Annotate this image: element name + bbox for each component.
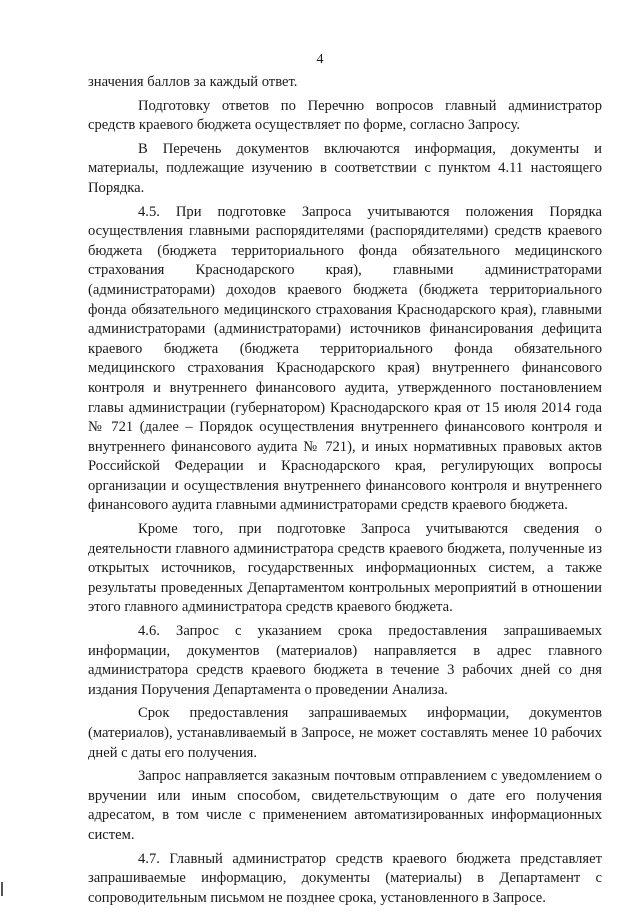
paragraph-answers-preparation: Подготовку ответов по Перечню вопросов главный администратор средств краевого бюджета осуществляет по форме, согласно Запросу.	[88, 97, 602, 134]
page-number: 4	[316, 52, 324, 67]
document-body	[88, 73, 602, 912]
paragraph-4-6: 4.6. Запрос с указанием срока предоставления запрашиваемых информации, документов (материалов) направляется в адрес главного администратора средств краевого бюджета в течение 3 рабочих дней со дня издания Поручения Департамента о проведении Анализа.	[88, 623, 602, 698]
paragraph-additional-info: Кроме того, при подготовке Запроса учитываются сведения о деятельности главного администратора средств краевого бюджета, полученные из открытых источников, государственных информационных систем, а также результаты проведенных Департаментом контрольных мероприятий в отношении этого главного администратора средств краевого бюджета.	[88, 521, 602, 616]
scan-edge-mark	[1, 882, 3, 896]
paragraph-4-5: 4.5. При подготовке Запроса учитываются положения Порядка осуществления главными распорядителями (распорядителями) средств краевого бюджета (бюджета территориального фонда обязательного медицинского страхования Краснодарского края), главными администраторами (администраторами) доходов краевого бюджета (бюджета территориального фонда обязательного медицинского страхования Краснодарского края), главными администраторами (администраторами) источников финансирования дефицита краевого бюджета (бюджета территориального фонда обязательного медицинского страхования Краснодарского края) внутреннего финансового контроля и внутреннего финансового аудита, утвержденного постановлением главы администрации (губернатором) Краснодарского края от 15 июля 2014 года № 721 (далее – Порядок осуществления внутреннего финансового контроля и внутреннего финансового аудита № 721), и иных нормативных правовых актов Российской Федерации и Краснодарского края, регулирующих вопросы организации и осуществления внутреннего финансового контроля и внутреннего финансового аудита главными администраторами средств краевого бюджета.	[88, 203, 602, 514]
paragraph-documents-list: В Перечень документов включаются информация, документы и материалы, подлежащие изучению в соответствии с пунктом 4.11 настоящего Порядка.	[88, 140, 602, 196]
paragraph-4-7: 4.7. Главный администратор средств краевого бюджета представляет запрашиваемые информацию, документы (материалы) в Департамент с сопроводительным письмом не позднее срока, установленного в Запросе.	[88, 850, 602, 906]
paragraph-continuation: значения баллов за каждый ответ.	[88, 74, 298, 90]
paragraph-deadline: Срок предоставления запрашиваемых информации, документов (материалов), устанавливаемый в Запросе, не может составлять менее 10 рабочих дней с даты его получения.	[88, 705, 602, 761]
paragraph-delivery: Запрос направляется заказным почтовым отправлением с уведомлением о вручении или иным способом, свидетельствующим о дате его получения адресатом, в том числе с применением автоматизированных информационных систем.	[88, 768, 602, 843]
